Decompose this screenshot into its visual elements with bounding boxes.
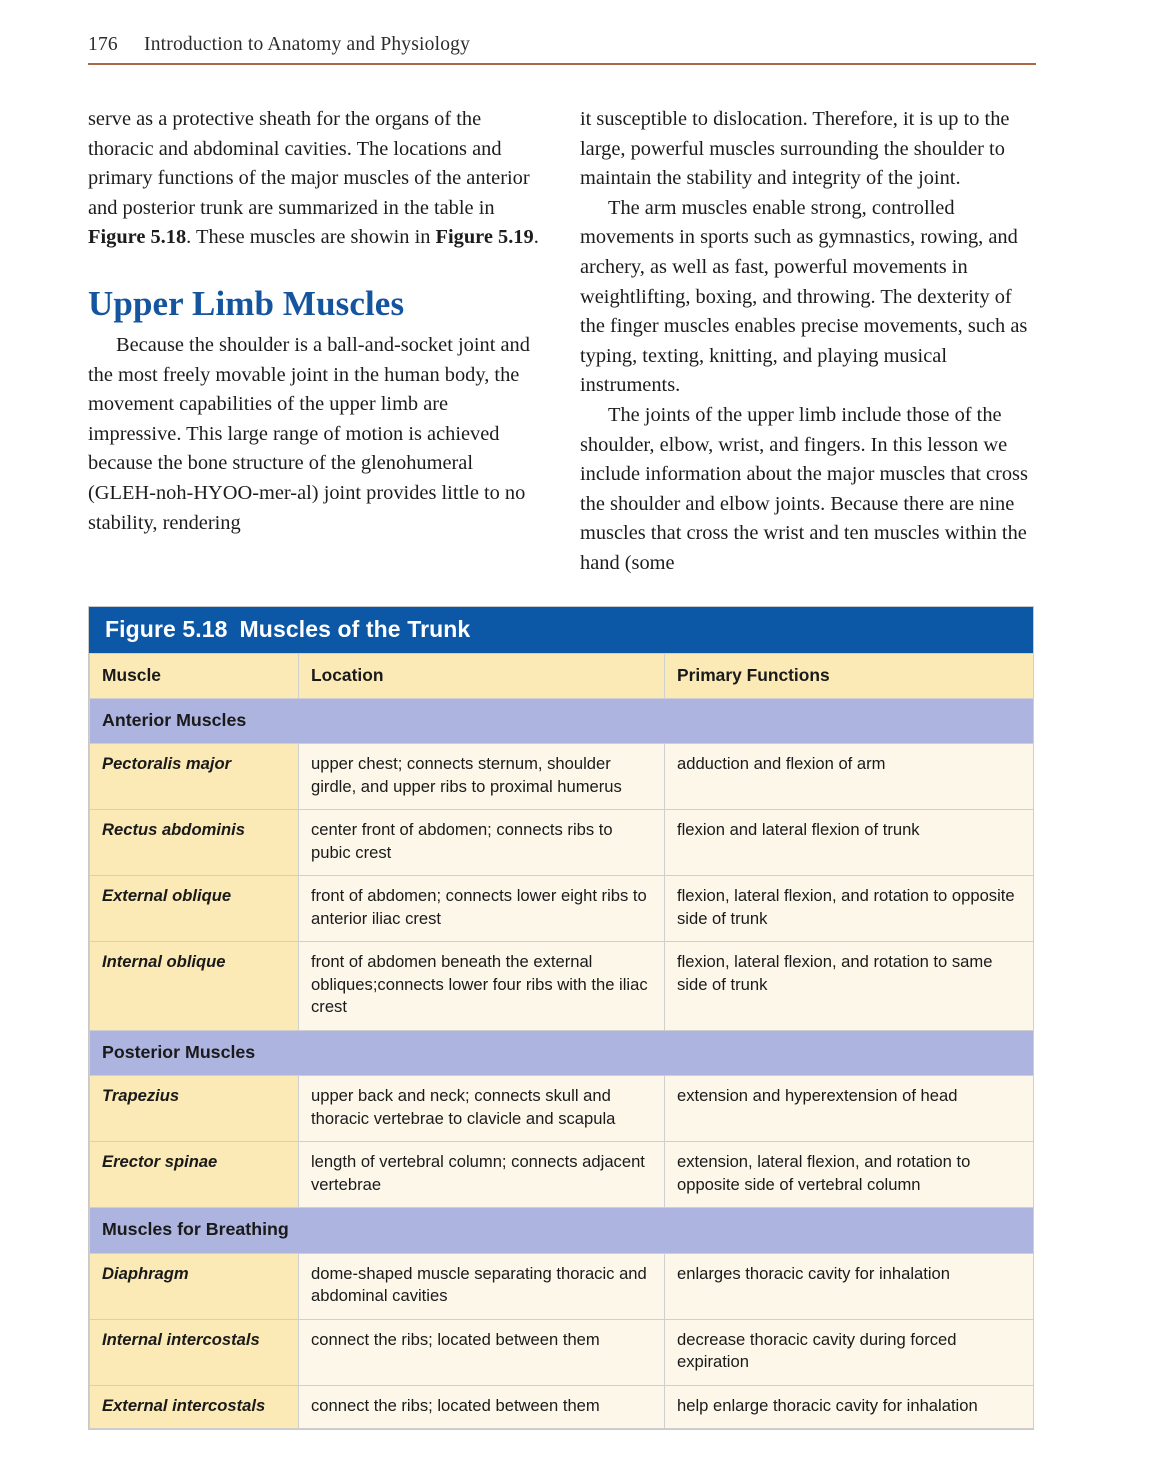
header-rule-divider — [88, 63, 1036, 65]
cell-muscle: Rectus abdominis — [90, 810, 299, 876]
body-columns — [88, 105, 1036, 575]
group-header-muscles-for-breathing — [90, 1208, 1034, 1254]
cell-muscle: External oblique — [90, 876, 299, 942]
group-header-posterior-muscles — [90, 1030, 1034, 1076]
table-row — [90, 1076, 1034, 1142]
cell-function: flexion and lateral flexion of trunk — [665, 810, 1034, 876]
table-row — [90, 744, 1034, 810]
column-header-primary-functions: Primary Functions — [665, 654, 1034, 699]
cell-muscle: Internal intercostals — [90, 1319, 299, 1385]
table-row — [90, 942, 1034, 1031]
cell-location: front of abdomen; connects lower eight ribs to anterior iliac crest — [299, 876, 665, 942]
group-header-anterior-muscles — [90, 698, 1034, 744]
paragraph-arm-muscles: The arm muscles enable strong, controlled movements in sports such as gymnastics, rowing, and archery, as well as fast, powerful movements in weightlifting, boxing, and throwing. The dexterity of the finger muscles enables precise movements, such as typing, texting, knitting, and playing musical instruments. — [580, 196, 1028, 397]
cell-location: length of vertebral column; connects adjacent vertebrae — [299, 1142, 665, 1208]
cell-function: adduction and flexion of arm — [665, 744, 1034, 810]
running-head — [88, 34, 1036, 56]
table-row — [90, 876, 1034, 942]
column-header-muscle: Muscle — [90, 654, 299, 699]
cell-function: flexion, lateral flexion, and rotation to same side of trunk — [665, 942, 1034, 1031]
paragraph-upper-limb-joints: The joints of the upper limb include those of the shoulder, elbow, wrist, and fingers. In this lesson we include information about the major muscles that cross the shoulder and elbow joints. Because there are nine muscles that cross the wrist and ten muscles within the hand (some — [580, 403, 1028, 574]
table-row — [90, 1319, 1034, 1385]
table-row — [90, 810, 1034, 876]
group-label: Anterior Muscles — [90, 698, 1034, 744]
paragraph-shoulder-joint: Because the shoulder is a ball-and-socket joint and the most freely movable joint in the human body, the movement capabilities of the upper limb are impressive. This large range of motion is achieved because the bone structure of the glenohumeral (GLEH-noh-HYOO-mer-al) joint provides little to no stability, rendering — [88, 333, 530, 534]
cell-location: connect the ribs; located between them — [299, 1319, 665, 1385]
figure-reference-518: Figure 5.18 — [88, 226, 187, 249]
table-row — [90, 1385, 1034, 1429]
muscles-table — [89, 653, 1034, 1429]
para-text-run: . — [533, 226, 539, 249]
cell-muscle: Diaphragm — [90, 1253, 299, 1319]
para-text-run: serve as a protective sheath for the organs of the thoracic and abdominal cavities. The locations and primary functions of the major muscles of the anterior and posterior trunk are summarized in the table in — [88, 108, 530, 219]
figure-reference-519: Figure 5.19 — [435, 226, 534, 249]
table-row — [90, 1142, 1034, 1208]
cell-function: extension and hyperextension of head — [665, 1076, 1034, 1142]
group-label: Posterior Muscles — [90, 1030, 1034, 1076]
figure-title-bar — [89, 607, 1033, 653]
section-heading-upper-limb-muscles: Upper Limb Muscles — [88, 283, 405, 323]
cell-function: enlarges thoracic cavity for inhalation — [665, 1253, 1034, 1319]
cell-location: front of abdomen beneath the external obliques;connects lower four ribs with the iliac crest — [299, 942, 665, 1031]
cell-function: help enlarge thoracic cavity for inhalation — [665, 1385, 1034, 1429]
table-header-row — [90, 654, 1034, 699]
cell-location: center front of abdomen; connects ribs to pubic crest — [299, 810, 665, 876]
left-column — [88, 105, 544, 575]
cell-muscle: Erector spinae — [90, 1142, 299, 1208]
table-body — [90, 698, 1034, 1429]
paragraph-continuation — [88, 105, 544, 253]
cell-muscle: Trapezius — [90, 1076, 299, 1142]
cell-location: upper chest; connects sternum, shoulder girdle, and upper ribs to proximal humerus — [299, 744, 665, 810]
paragraph-dislocation: it susceptible to dislocation. Therefore, it is up to the large, powerful muscles surrounding the shoulder to maintain the stability and integrity of the joint. — [580, 108, 1010, 190]
page-number: 176 — [88, 34, 118, 55]
cell-function: decrease thoracic cavity during forced expiration — [665, 1319, 1034, 1385]
running-head-title: Introduction to Anatomy and Physiology — [144, 34, 471, 55]
cell-function: extension, lateral flexion, and rotation to opposite side of vertebral column — [665, 1142, 1034, 1208]
table-row — [90, 1253, 1034, 1319]
group-label: Muscles for Breathing — [90, 1208, 1034, 1254]
figure-518-table — [88, 606, 1034, 1430]
cell-function: flexion, lateral flexion, and rotation to opposite side of trunk — [665, 876, 1034, 942]
table-header — [90, 654, 1034, 699]
column-header-location: Location — [299, 654, 665, 699]
cell-location: connect the ribs; located between them — [299, 1385, 665, 1429]
cell-location: dome-shaped muscle separating thoracic and abdominal cavities — [299, 1253, 665, 1319]
cell-muscle: External intercostals — [90, 1385, 299, 1429]
figure-title-label: Muscles of the Trunk — [239, 616, 471, 642]
figure-number-label: Figure 5.18 — [105, 616, 228, 642]
cell-muscle: Internal oblique — [90, 942, 299, 1031]
para-text-run: . These muscles are showin in — [186, 226, 436, 249]
cell-location: upper back and neck; connects skull and thoracic vertebrae to clavicle and scapula — [299, 1076, 665, 1142]
cell-muscle: Pectoralis major — [90, 744, 299, 810]
right-column — [580, 105, 1036, 575]
